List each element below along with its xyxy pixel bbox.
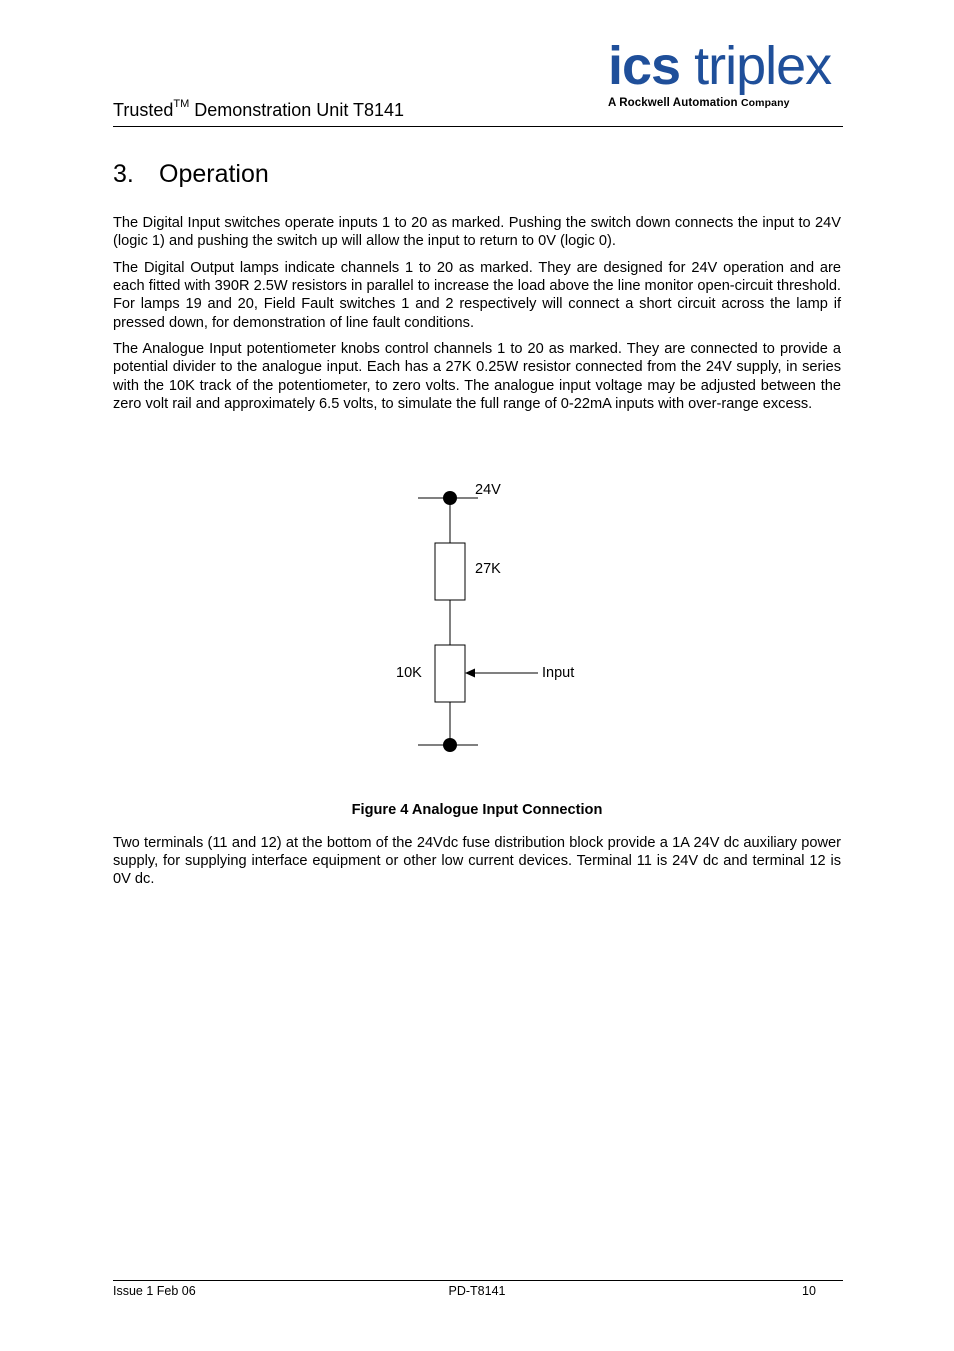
potentiometer-10k-label: 10K (396, 665, 422, 681)
analogue-input-circuit-diagram (390, 478, 630, 768)
logo-wordmark: ics triplex (608, 36, 832, 96)
section-title: Operation (159, 160, 269, 188)
paragraph-terminals: Two terminals (11 and 12) at the bottom of the 24Vdc fuse distribution block provide a 1A 24V dc auxiliary power supply, for supplying interface equipment or other low current devices. Terminal 11 is 24V dc and terminal 12 is 0V dc. (113, 835, 841, 888)
footer-issue: Issue 1 Feb 06 (113, 1284, 196, 1298)
section-number: 3. (113, 160, 134, 188)
figure-caption: Figure 4 Analogue Input Connection (351, 802, 603, 818)
body-text-after-figure (113, 834, 841, 889)
body-text (113, 214, 841, 422)
document-title (113, 100, 404, 121)
potentiometer-10k (435, 645, 465, 702)
ground-node (443, 738, 457, 752)
footer-rule (113, 1280, 843, 1281)
ics-triplex-logo (608, 38, 844, 109)
wiper-arrow-icon (465, 669, 475, 678)
supply-label: 24V (475, 482, 501, 498)
title-trusted: Trusted (113, 100, 174, 120)
circuit-svg (390, 478, 630, 768)
paragraph-digital-output: The Digital Output lamps indicate channels 1 to 20 as marked. They are designed for 24V operation and are each fitted with 390R 2.5W resistors in parallel to increase the load above the line monitor open-circuit threshold. For lamps 19 and 20, Field Fault switches 1 and 2 respectively will connect a short circuit across the lamp if pressed down, for demonstration of line fault conditions. (113, 259, 841, 331)
footer-page-number: 10 (802, 1284, 816, 1298)
input-label: Input (542, 665, 575, 681)
paragraph-digital-input: The Digital Input switches operate inputs 1 to 20 as marked. Pushing the switch down connects the input to 24V (logic 1) and pushing the switch up will allow the input to return to 0V (logic 0). (113, 215, 841, 250)
title-rest: Demonstration Unit T8141 (189, 100, 405, 120)
trademark-mark: TM (173, 98, 190, 110)
resistor-27k-label: 27K (475, 561, 501, 577)
resistor-27k (435, 543, 465, 600)
footer-doc-id: PD-T8141 (448, 1284, 506, 1298)
section-heading (113, 160, 269, 189)
header-rule (113, 126, 843, 127)
logo-tagline: A Rockwell Automation Company (608, 97, 790, 109)
paragraph-analogue-input: The Analogue Input potentiometer knobs control channels 1 to 20 as marked. They are connected to provide a potential divider to the analogue input. Each has a 27K 0.25W resistor connected from the 24V supply, in series with the 10K track of the potentiometer, to zero volts. The analogue input voltage may be adjusted between the zero volt rail and approximately 6.5 volts, to simulate the full range of 0-22mA inputs with over-range excess. (113, 341, 841, 412)
